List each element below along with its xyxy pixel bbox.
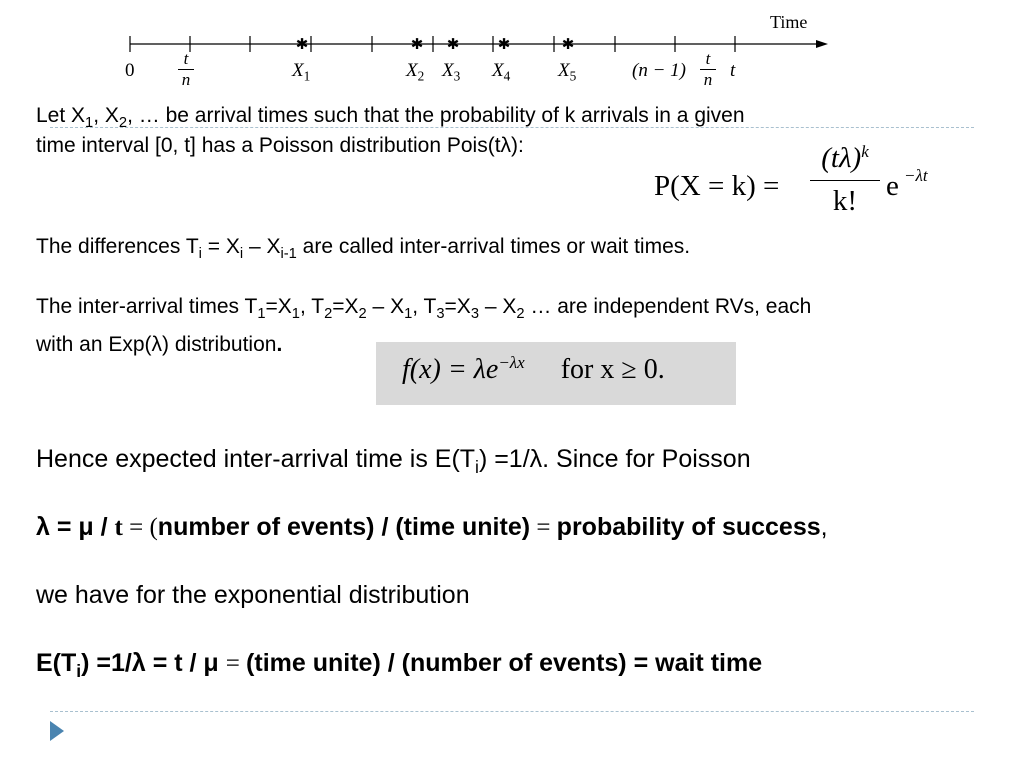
expected-line: Hence expected inter-arrival time is $E(T_i) =1/\lambda$. Since for Poisson <box>36 445 751 478</box>
tick-label-t-over-n: t n <box>178 50 194 89</box>
arrival-label-x4: $X_4$ <box>492 60 511 84</box>
arrival-label-x2: $X_2$ <box>406 60 425 84</box>
poisson-formula <box>650 142 950 232</box>
arrival-marker-3: ✱ <box>446 35 460 53</box>
poisson-fraction: $(t\lambda)^k$ k! <box>810 142 880 218</box>
arrival-marker-4: ✱ <box>497 35 511 53</box>
arrival-label-x3: $X_3$ <box>442 60 461 84</box>
exp-density-condition: for x ≥ 0. <box>560 354 665 385</box>
arrival-marker-5: ✱ <box>561 35 575 53</box>
intro-line-1: Let $X_1$, $X_2$, … be arrival times such that the probability of k arrivals in a given <box>36 104 745 132</box>
differences-paragraph: The differences $T_i = X_i - X_{i-1}$ are called inter-arrival times or wait times. <box>36 235 691 263</box>
exponential-intro-line: we have for the exponential distribution <box>36 581 470 609</box>
bottom-divider <box>50 711 974 712</box>
exp-density-lhs: f(x) = λe <box>402 354 499 385</box>
play-arrow-icon[interactable] <box>50 721 64 741</box>
intro-line-2: time interval [0, t] has a Poisson distribution Pois(tλ): <box>36 134 524 157</box>
time-axis-label: Time <box>770 12 808 32</box>
arrival-label-x5: $X_5$ <box>558 60 577 84</box>
poisson-exponent: −λt <box>904 166 928 185</box>
arrival-marker-1: ✱ <box>295 35 309 53</box>
independence-line-1: The inter-arrival times $T_1=X_1$, $T_2=X_2 - X_1$, $T_3=X_3 - X_2$ … are independent RVs, each <box>36 295 812 323</box>
arrival-marker-2: ✱ <box>410 35 424 53</box>
result-line: $E(T_i) =1/\lambda = t / \mu$ = (time unite) / (number of events) = wait time <box>36 649 763 682</box>
tick-label-t: t <box>730 60 736 81</box>
exp-density-formula: $f(x) = \lambda e^{-\lambda x}$ for x ≥ 0. <box>376 342 736 405</box>
timeline-diagram <box>120 8 840 88</box>
tick-label-n-minus-1-prefix: (n − 1) <box>632 60 686 81</box>
lambda-definition-line: λ = μ / t = (number of events) / (time unite) = probability of success, <box>36 513 828 541</box>
tick-label-zero: 0 <box>125 60 135 81</box>
poisson-lhs: P(X = k) = <box>654 170 780 202</box>
tick-label-n-minus-1-t-over-n: t n <box>700 50 716 89</box>
poisson-exp-base: e <box>886 170 899 202</box>
independence-line-2: with an Exp(λ) distribution. <box>36 333 283 356</box>
arrival-label-x1: $X_1$ <box>292 60 311 84</box>
